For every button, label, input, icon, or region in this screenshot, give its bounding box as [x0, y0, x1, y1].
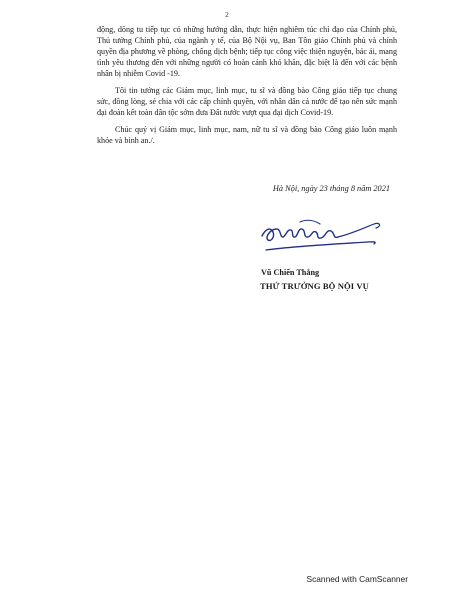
paragraph-2: Tôi tin tưởng các Giám mục, linh mục, tu sĩ và đồng bào Công giáo tiếp tục chung sức, đồng lòng, sẻ chia với các cấp chính quyền, với nhân dân cả nước để tạo nên sức mạnh đại đoàn kết toàn dân tộc sớm đưa Đất nước vượt qua đại dịch Covid-19. — [97, 86, 397, 117]
signer-name: Vũ Chiến Thắng — [261, 268, 320, 277]
paragraph-3: Chúc quý vị Giám mục, linh mục, nam, nữ tu sĩ và đồng bào Công giáo luôn mạnh khỏe và bình an./. — [97, 125, 397, 145]
signer-title: THỨ TRƯỞNG BỘ NỘI VỤ — [260, 281, 369, 291]
scanner-watermark: Scanned with CamScanner — [306, 574, 408, 584]
paragraph-1: động, dõng tu tiếp tục có những hướng dẫn, thực hiện nghiêm túc chỉ đạo của Chính phủ, Thủ tướng Chính phủ, của ngành y tế, của Bộ Nội vụ, Ban Tôn giáo Chính phủ và chính quyền địa phương về phòng, chống dịch bệnh; tiếp tục công việc thiện nguyện, bác ái, mang tình yêu thương đến với những người có hoàn cảnh khó khăn, đặc biệt là đến với các bệnh nhân bị nhiễm Covid -19. — [97, 25, 397, 78]
place-date: Hà Nội, ngày 23 tháng 8 năm 2021 — [272, 184, 390, 193]
page-number: 2 — [225, 10, 229, 19]
handwritten-signature — [256, 210, 388, 258]
letter-body — [97, 24, 397, 152]
